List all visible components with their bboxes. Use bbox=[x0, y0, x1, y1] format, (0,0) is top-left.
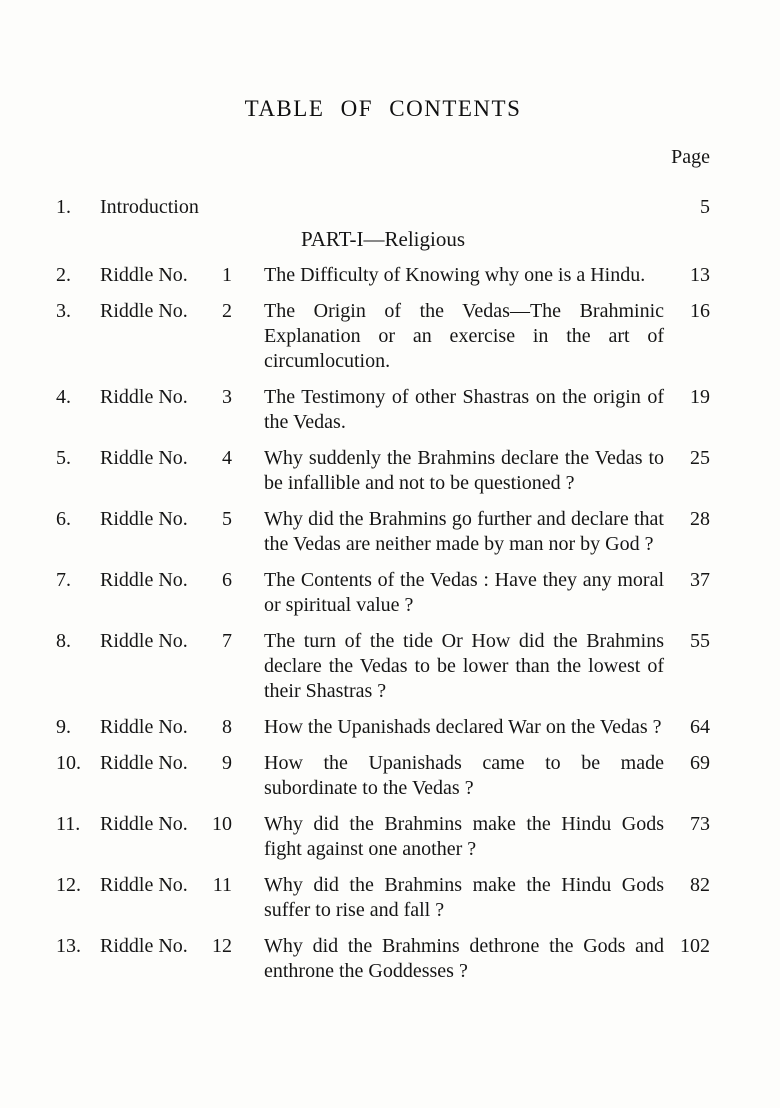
entry-title: How the Upanishads came to be made subordinate to the Vedas ? bbox=[264, 752, 664, 799]
entry-number: 6. bbox=[56, 508, 71, 530]
entry-number: 8. bbox=[56, 630, 71, 652]
page-number: 16 bbox=[690, 300, 710, 322]
toc-entry bbox=[56, 629, 710, 704]
page-column-header: Page bbox=[671, 146, 710, 168]
part-heading: PART-I—Religious bbox=[300, 227, 466, 251]
riddle-number: 4 bbox=[222, 447, 232, 469]
riddle-number: 8 bbox=[222, 716, 232, 738]
page-number: 64 bbox=[690, 716, 710, 738]
toc-entry bbox=[56, 568, 710, 618]
page-number: 73 bbox=[690, 813, 710, 835]
riddle-label: Riddle No. bbox=[100, 874, 188, 896]
toc-entry bbox=[56, 446, 710, 496]
riddle-number: 1 bbox=[222, 264, 232, 286]
page-number: 55 bbox=[690, 630, 710, 652]
entry-number: 10. bbox=[56, 752, 81, 774]
riddle-number: 11 bbox=[212, 874, 232, 896]
entry-number: 12. bbox=[56, 874, 81, 896]
riddle-number: 3 bbox=[222, 386, 232, 408]
riddle-number: 2 bbox=[222, 300, 232, 322]
entry-number: 3. bbox=[56, 300, 71, 322]
riddle-number: 10 bbox=[212, 813, 232, 835]
page-number: 5 bbox=[700, 196, 710, 218]
toc-entry bbox=[56, 299, 710, 374]
toc-entry-introduction bbox=[56, 195, 710, 220]
riddle-label: Riddle No. bbox=[100, 569, 188, 591]
page-number: 69 bbox=[690, 752, 710, 774]
entry-title: The turn of the tide Or How did the Brahmins declare the Vedas to be lower than the lowest of their Shastras ? bbox=[264, 630, 664, 702]
page-number: 19 bbox=[690, 386, 710, 408]
page-number: 28 bbox=[690, 508, 710, 530]
entry-title: The Testimony of other Shastras on the origin of the Vedas. bbox=[264, 386, 664, 433]
entry-number: 11. bbox=[56, 813, 81, 835]
entry-title: Why did the Brahmins dethrone the Gods and enthrone the Goddesses ? bbox=[264, 935, 664, 982]
toc-entry bbox=[56, 715, 710, 740]
riddle-number: 12 bbox=[212, 935, 232, 957]
entry-title: The Origin of the Vedas—The Brahminic Explanation or an exercise in the art of circumlocution. bbox=[264, 300, 664, 372]
page-title: TABLE OF CONTENTS bbox=[244, 96, 522, 121]
page-number: 82 bbox=[690, 874, 710, 896]
riddle-label: Riddle No. bbox=[100, 300, 188, 322]
toc-entry bbox=[56, 873, 710, 923]
entry-number: 4. bbox=[56, 386, 71, 408]
toc-entry bbox=[56, 812, 710, 862]
toc-entry bbox=[56, 934, 710, 984]
entry-title: Why did the Brahmins make the Hindu Gods suffer to rise and fall ? bbox=[264, 874, 664, 921]
riddle-label: Riddle No. bbox=[100, 935, 188, 957]
entry-title: Why suddenly the Brahmins declare the Vedas to be infallible and not to be questioned ? bbox=[264, 447, 664, 494]
riddle-label: Riddle No. bbox=[100, 716, 188, 738]
toc-entry bbox=[56, 507, 710, 557]
entry-title: Why did the Brahmins make the Hindu Gods fight against one another ? bbox=[264, 813, 664, 860]
entry-number: 5. bbox=[56, 447, 71, 469]
entry-number: 9. bbox=[56, 716, 71, 738]
riddle-number: 7 bbox=[222, 630, 232, 652]
page-number: 13 bbox=[690, 264, 710, 286]
toc-entry bbox=[56, 751, 710, 801]
riddle-number: 9 bbox=[222, 752, 232, 774]
riddle-label: Riddle No. bbox=[100, 386, 188, 408]
riddle-number: 6 bbox=[222, 569, 232, 591]
entry-number: 1. bbox=[56, 196, 71, 218]
riddle-number: 5 bbox=[222, 508, 232, 530]
entry-title: The Difficulty of Knowing why one is a Hindu. bbox=[264, 264, 646, 286]
toc-entry bbox=[56, 385, 710, 435]
page-number: 37 bbox=[690, 569, 710, 591]
riddle-label: Riddle No. bbox=[100, 752, 188, 774]
entry-number: 7. bbox=[56, 569, 71, 591]
entry-number: 13. bbox=[56, 935, 81, 957]
entry-title: How the Upanishads declared War on the Vedas ? bbox=[264, 716, 662, 738]
riddle-label: Riddle No. bbox=[100, 813, 188, 835]
riddle-label: Riddle No. bbox=[100, 264, 188, 286]
entry-number: 2. bbox=[56, 264, 71, 286]
page-number: 102 bbox=[680, 935, 710, 957]
entry-title: Why did the Brahmins go further and declare that the Vedas are neither made by man nor by God ? bbox=[264, 508, 664, 555]
riddle-label: Riddle No. bbox=[100, 630, 188, 652]
page-number: 25 bbox=[690, 447, 710, 469]
entry-title: The Contents of the Vedas : Have they any moral or spiritual value ? bbox=[264, 569, 664, 616]
toc-entry bbox=[56, 263, 710, 288]
riddle-label: Riddle No. bbox=[100, 447, 188, 469]
entry-title: Introduction bbox=[100, 196, 199, 218]
riddle-label: Riddle No. bbox=[100, 508, 188, 530]
